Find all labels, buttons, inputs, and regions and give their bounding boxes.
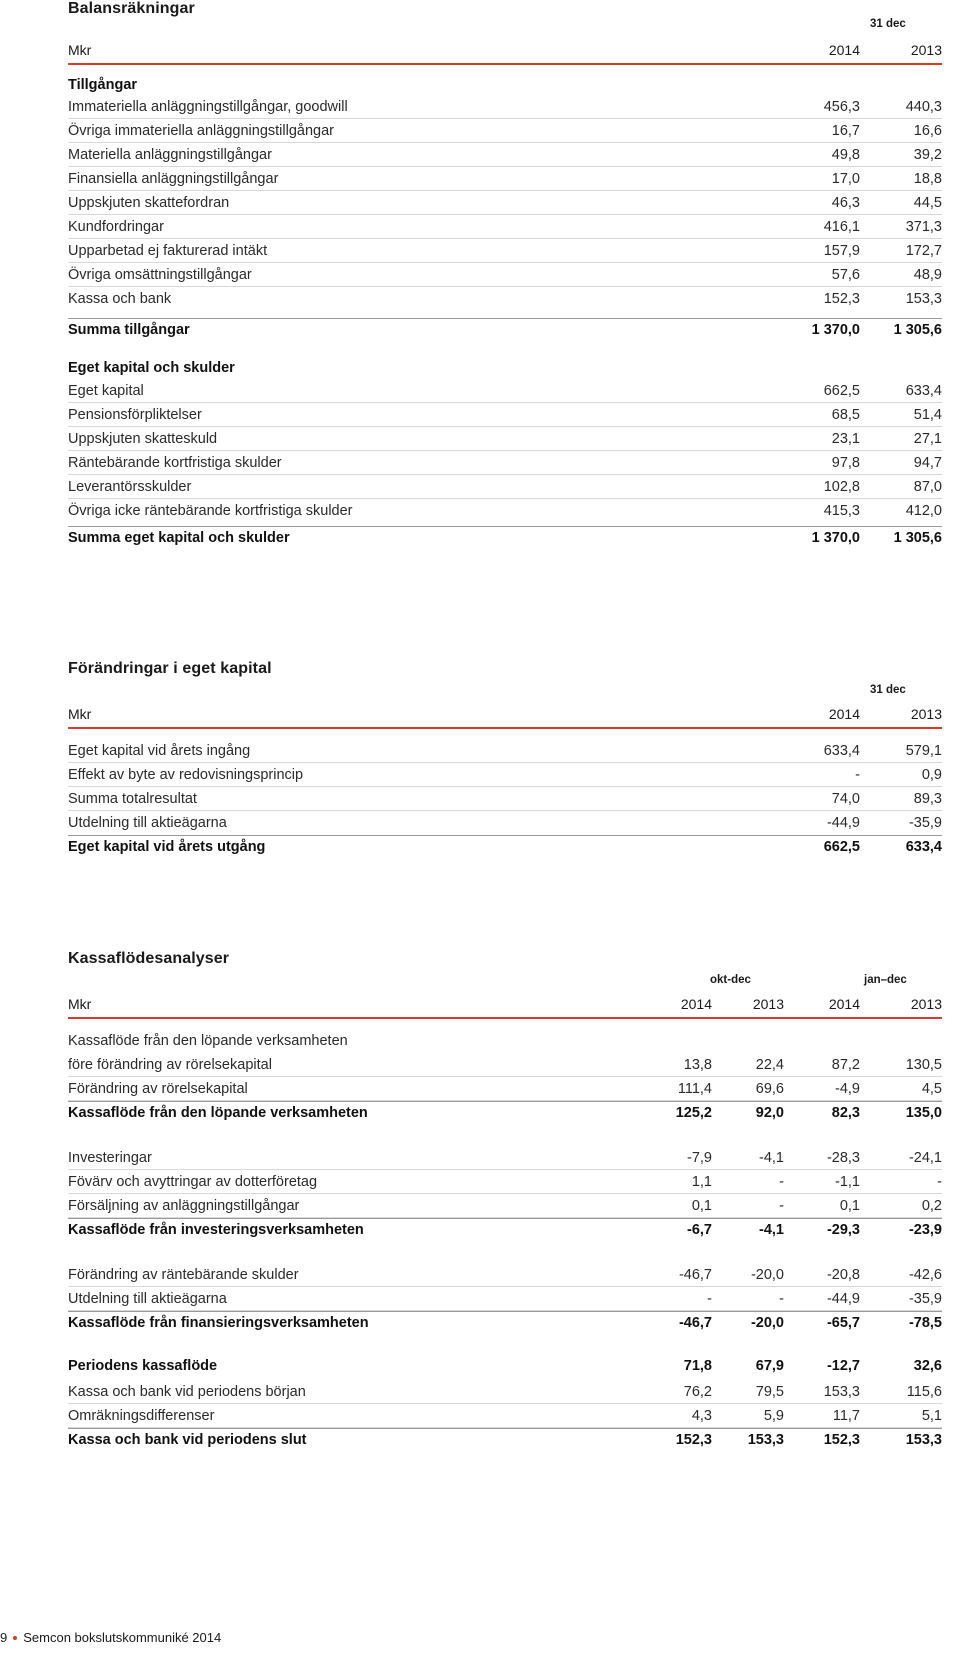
equity-row: Eget kapital vid årets ingång 633,4 579,1 — [68, 739, 942, 763]
cf-fin-row: Utdelning till aktieägarna - - -44,9 -35,9 — [68, 1287, 942, 1311]
equity-header-rule — [68, 727, 942, 729]
liab-total-row: Summa eget kapital och skulder 1 370,0 1 305,6 — [68, 530, 942, 546]
balance-date-label: 31 dec — [870, 18, 906, 30]
equity-unit: Mkr — [68, 706, 92, 722]
equity-total-row: Eget kapital vid årets utgång 662,5 633,4 — [68, 839, 942, 855]
cf-cash-row: Omräkningsdifferenser 4,3 5,9 11,7 5,1 — [68, 1404, 942, 1428]
liability-row: Räntebärande kortfristiga skulder 97,8 94,7 — [68, 451, 942, 475]
cashflow-col-4: 2013 — [910, 996, 942, 1012]
footer-text: Semcon bokslutskommuniké 2014 — [23, 1630, 222, 1645]
asset-row: Kundfordringar 416,1 371,3 — [68, 215, 942, 239]
total-rule — [68, 1428, 942, 1429]
balance-title: Balansräkningar — [68, 0, 195, 17]
equity-col-2014: 2014 — [828, 706, 860, 722]
liability-row: Övriga icke räntebärande kortfristiga skulder 415,3 412,0 — [68, 503, 942, 519]
liability-row: Pensionsförpliktelser 68,5 51,4 — [68, 403, 942, 427]
cf-op-row: Förändring av rörelsekapital 111,4 69,6 -4,9 4,5 — [68, 1077, 942, 1101]
footer-dot-icon — [13, 1636, 17, 1640]
equity-row: Summa totalresultat 74,0 89,3 — [68, 787, 942, 811]
asset-row: Materiella anläggningstillgångar 49,8 39,2 — [68, 143, 942, 167]
cashflow-col-3: 2014 — [828, 996, 860, 1012]
cashflow-period-okt-dec: okt-dec — [710, 974, 751, 986]
cashflow-period-jan-dec: jan–dec — [864, 974, 907, 986]
asset-row: Kassa och bank 152,3 153,3 — [68, 291, 942, 307]
cf-fin-total-row: Kassaflöde från finansieringsverksamheten -46,7 -20,0 -65,7 -78,5 — [68, 1315, 942, 1331]
liability-row: Eget kapital 662,5 633,4 — [68, 379, 942, 403]
liab-heading: Eget kapital och skulder — [68, 360, 235, 376]
cf-inv-row: Investeringar -7,9 -4,1 -28,3 -24,1 — [68, 1146, 942, 1170]
cf-inv-total-row: Kassaflöde från investeringsverksamheten -6,7 -4,1 -29,3 -23,9 — [68, 1222, 942, 1238]
cf-period-row: Periodens kassaflöde 71,8 67,9 -12,7 32,6 — [68, 1358, 942, 1374]
cf-inv-row: Fövärv och avyttringar av dotterföretag 1,1 - -1,1 - — [68, 1170, 942, 1194]
balance-header-rule — [68, 63, 942, 65]
page-footer — [0, 1630, 221, 1645]
liability-row: Uppskjuten skatteskuld 23,1 27,1 — [68, 427, 942, 451]
cf-op-row: före förändring av rörelsekapital 13,8 22,4 87,2 130,5 — [68, 1053, 942, 1077]
cashflow-col-2: 2013 — [752, 996, 784, 1012]
equity-row: Utdelning till aktieägarna -44,9 -35,9 — [68, 815, 942, 831]
balance-col-2013: 2013 — [910, 42, 942, 58]
cashflow-unit: Mkr — [68, 996, 92, 1012]
asset-row: Finansiella anläggningstillgångar 17,0 18,8 — [68, 167, 942, 191]
asset-row: Upparbetad ej fakturerad intäkt 157,9 172,7 — [68, 239, 942, 263]
cashflow-header-rule — [68, 1017, 942, 1019]
total-rule — [68, 1311, 942, 1312]
cf-op-heading: Kassaflöde från den löpande verksamheten — [68, 1033, 348, 1049]
cf-inv-row: Försäljning av anläggningstillgångar 0,1 - 0,1 0,2 — [68, 1194, 942, 1218]
cf-cash-row: Kassa och bank vid periodens början 76,2 79,5 153,3 115,6 — [68, 1380, 942, 1404]
cashflow-col-1: 2014 — [680, 996, 712, 1012]
page-number: 9 — [0, 1630, 8, 1645]
cf-cash-total-row: Kassa och bank vid periodens slut 152,3 153,3 152,3 153,3 — [68, 1432, 942, 1448]
equity-col-2013: 2013 — [910, 706, 942, 722]
assets-total-row: Summa tillgångar 1 370,0 1 305,6 — [68, 322, 942, 338]
liability-row: Leverantörsskulder 102,8 87,0 — [68, 475, 942, 499]
balance-col-2014: 2014 — [828, 42, 860, 58]
cashflow-title: Kassaflödesanalyser — [68, 950, 230, 967]
asset-row: Övriga immateriella anläggningstillgångar 16,7 16,6 — [68, 119, 942, 143]
equity-title: Förändringar i eget kapital — [68, 660, 272, 677]
total-rule — [68, 1218, 942, 1219]
total-rule — [68, 1101, 942, 1102]
asset-row: Uppskjuten skattefordran 46,3 44,5 — [68, 191, 942, 215]
asset-row: Immateriella anläggningstillgångar, goodwill 456,3 440,3 — [68, 95, 942, 119]
cf-fin-row: Förändring av räntebärande skulder -46,7 -20,0 -20,8 -42,6 — [68, 1263, 942, 1287]
equity-date-label: 31 dec — [870, 684, 906, 696]
cf-op-total-row: Kassaflöde från den löpande verksamheten 125,2 92,0 82,3 135,0 — [68, 1105, 942, 1121]
balance-unit: Mkr — [68, 42, 92, 58]
equity-row: Effekt av byte av redovisningsprincip - 0,9 — [68, 763, 942, 787]
asset-row: Övriga omsättningstillgångar 57,6 48,9 — [68, 263, 942, 287]
assets-heading: Tillgångar — [68, 77, 138, 93]
